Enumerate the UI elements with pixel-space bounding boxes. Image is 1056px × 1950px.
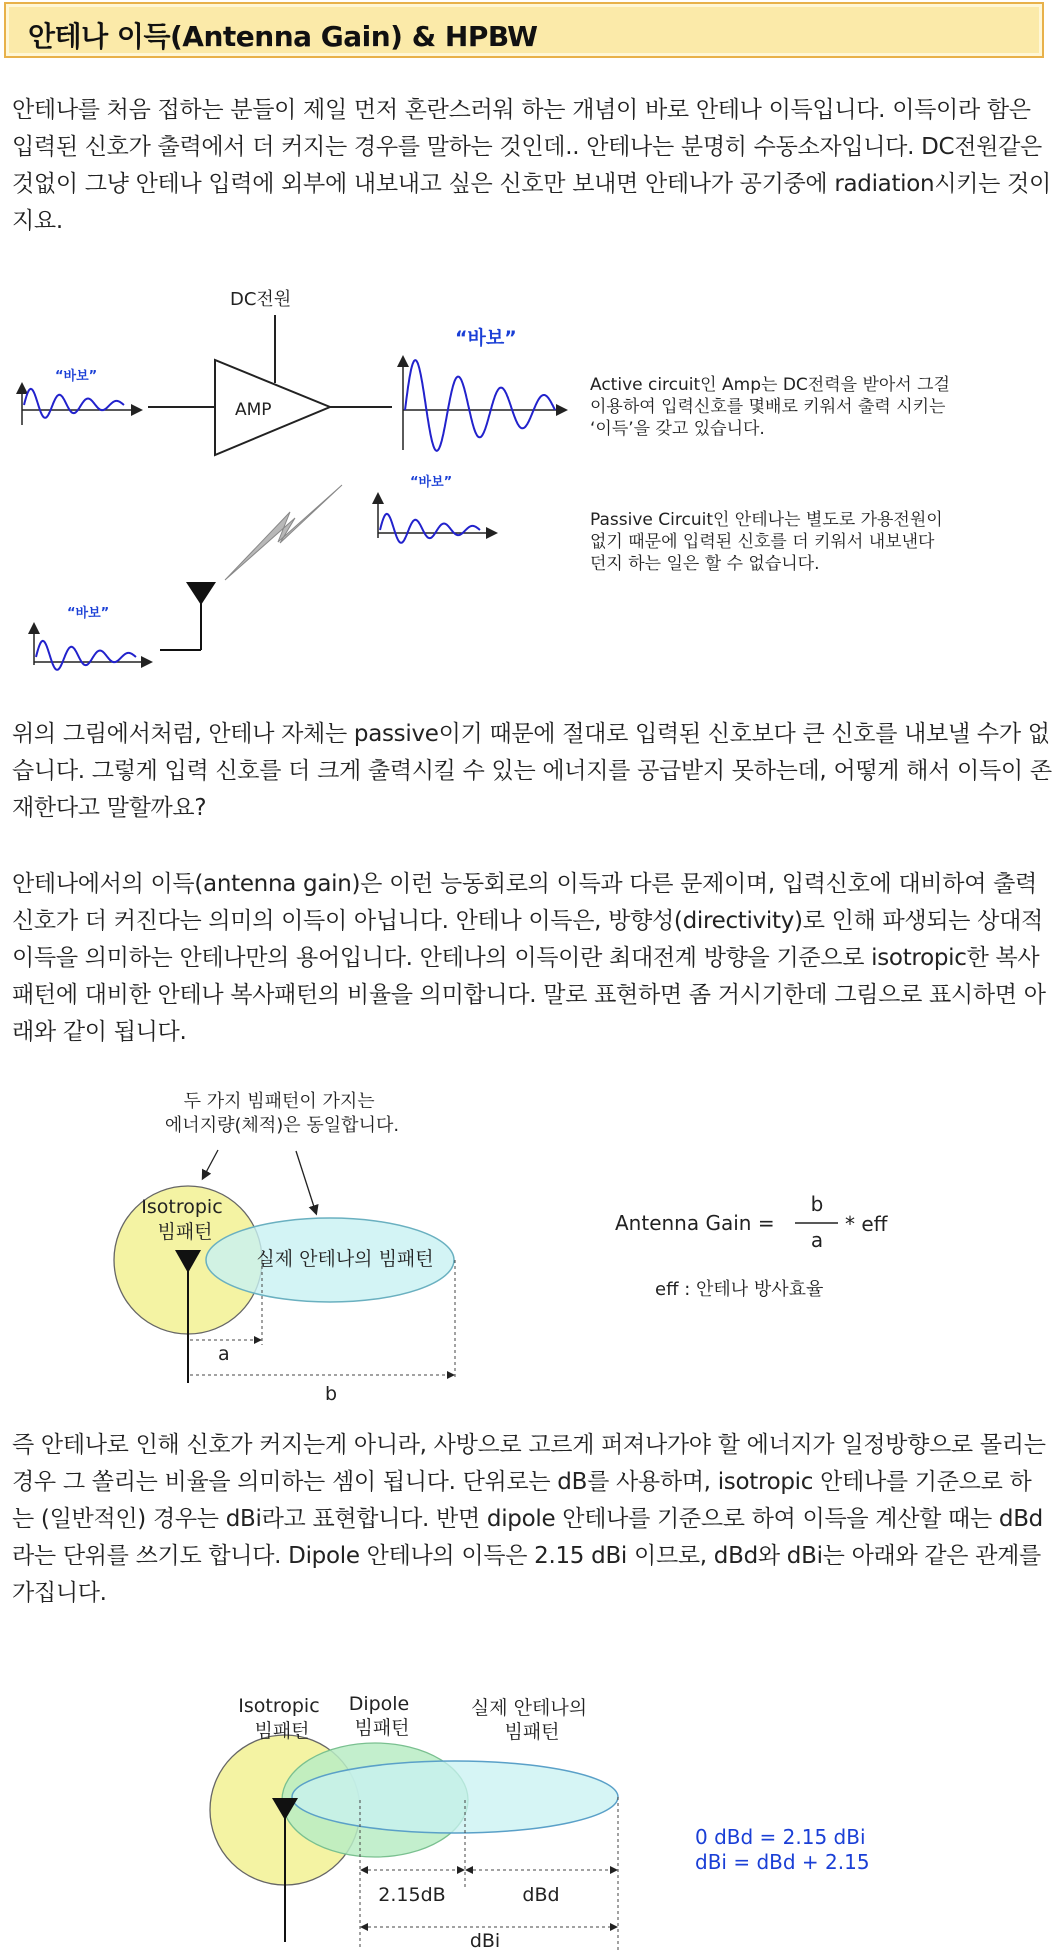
dc-power-label: DC전원: [230, 289, 292, 310]
radiated-wave: [378, 474, 495, 543]
antenna-icon: [186, 582, 216, 605]
antenna-description: Passive Circuit인 안테나는 별도로 가용전원이 없기 때문에 입력된 신호를 더 키워서 내보낸다 던지 하는 일은 할 수 없습니다.: [590, 510, 943, 574]
gain-definition-figure: [0, 1085, 1056, 1415]
gain-formula: [615, 1192, 889, 1252]
amp-triangle: [215, 360, 330, 455]
amp-description: Active circuit인 Amp는 DC전력을 받아서 그걸 이용하여 입력신호를 몇배로 키워서 출력 시키는 ‘이득’을 갖고 있습니다.: [590, 375, 950, 439]
svg-text:* eff: * eff: [845, 1212, 888, 1236]
question-paragraph: 위의 그림에서처럼, 안테나 자체는 passive이기 때문에 절대로 입력된 신호보다 큰 신호를 내보낼 수가 없습니다. 그렇게 입력 신호를 더 크게 출력시킬 수 있는 에너지를 공급받지 못하는데, 어떻게 해서 이득이 존재한다고 말할까요?: [12, 721, 1052, 821]
relation-line-1: 0 dBd = 2.15 dBi: [695, 1825, 866, 1849]
amp-vs-antenna-figure: [0, 280, 1056, 680]
wave-label: “바보”: [410, 475, 453, 490]
isotropic-label: Isotropic 빔패턴: [141, 1196, 223, 1243]
label-2-15db: 2.15dB: [378, 1884, 446, 1906]
dbi-dbd-figure: [0, 1650, 1056, 1950]
real-pattern-label: 실제 안테나의 빔패턴: [256, 1248, 434, 1270]
input-wave: [22, 368, 140, 425]
wave-label: “바보”: [67, 606, 110, 621]
wave-label: “바보”: [55, 369, 98, 384]
radiation-bolt-icon: [225, 485, 342, 580]
page-title: 안테나 이득(Antenna Gain) & HPBW: [28, 20, 538, 53]
isotropic-label: Isotropic 빔패턴: [238, 1695, 320, 1742]
svg-text:a: a: [810, 1228, 824, 1252]
label-a: a: [218, 1343, 230, 1365]
label-dbd: dBd: [522, 1884, 560, 1906]
label-dbi: dBi: [469, 1930, 501, 1950]
svg-text:b: b: [810, 1192, 824, 1216]
amp-label: AMP: [235, 400, 272, 420]
volume-note: 두 가지 빔패턴이 가지는 에너지량(체적)은 동일합니다.: [164, 1091, 400, 1136]
wave-label: “바보”: [455, 327, 517, 349]
efficiency-note: eff : 안테나 방사효율: [655, 1279, 824, 1300]
dipole-label: Dipole 빔패턴: [348, 1693, 410, 1739]
title-box: [4, 2, 1044, 58]
real-pattern-label: 실제 안테나의 빔패턴: [470, 1697, 588, 1743]
definition-paragraph: 안테나에서의 이득(antenna gain)은 이런 능동회로의 이득과 다른 문제이며, 입력신호에 대비하여 출력신호가 더 커진다는 의미의 이득이 아닙니다. 안테나 이득은, 방향성(directivity)로 인해 파생되는 상대적 이득을 의미하는 안테나만의 용어입니다. 안테나의 이득이란 최대전계 방향을 기준으로 isotropic한 복사패턴에 대비한 안테나 복사패턴의 비율을 의미합니다. 말로 표현하면 좀 거시기한데 그림으로 표시하면 아래와 같이 됩니다.: [12, 871, 1046, 1045]
intro-paragraph: 안테나를 처음 접하는 분들이 제일 먼저 혼란스러워 하는 개념이 바로 안테나 이득입니다. 이득이라 함은 입력된 신호가 출력에서 더 커지는 경우를 말하는 것인데.. 안테나는 분명히 수동소자입니다. DC전원같은 것없이 그냥 안테나 입력에 외부에 내보내고 싶은 신호만 보내면 안테나가 공기중에 radiation시키는 것이지요.: [12, 97, 1051, 234]
svg-text:Antenna Gain =: Antenna Gain =: [615, 1211, 775, 1235]
antenna-input-wave: [34, 605, 150, 670]
units-paragraph: 즉 안테나로 인해 신호가 커지는게 아니라, 사방으로 고르게 퍼져나가야 할 에너지가 일정방향으로 몰리는 경우 그 쏠리는 비율을 의미하는 셈이 됩니다. 단위로는 dB를 사용하며, isotropic 안테나를 기준으로 하는 (일반적인) 경우는 dBi라고 표현합니다. 반면 dipole 안테나를 기준으로 하여 이득을 계산할 때는 dBd 라는 단위를 쓰기도 합니다. Dipole 안테나의 이득은 2.15 dBi 이므로, dBd와 dBi는 아래와 같은 관계를 가집니다.: [12, 1432, 1046, 1606]
label-b: b: [325, 1383, 338, 1405]
real-antenna-pattern: [292, 1761, 618, 1833]
output-wave: [403, 326, 565, 451]
relation-line-2: dBi = dBd + 2.15: [695, 1850, 870, 1874]
